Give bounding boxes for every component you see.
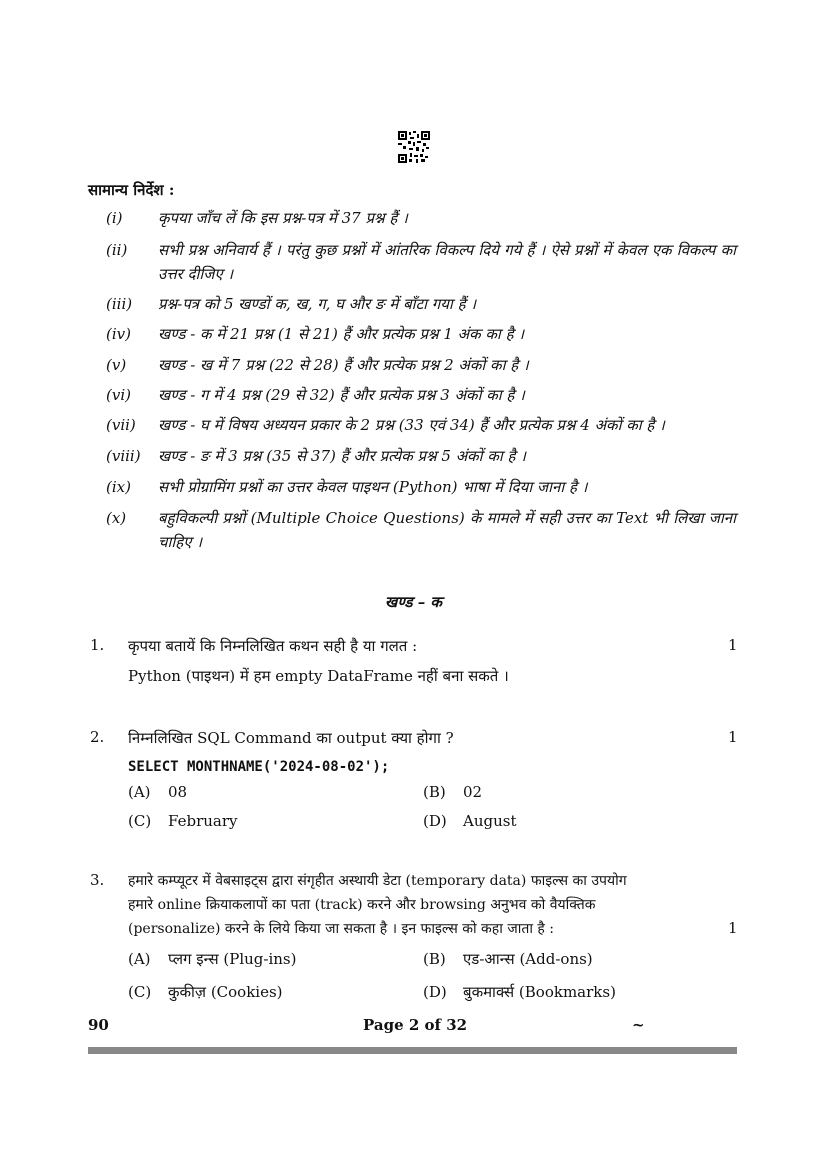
instruction-text: खण्ड - ग में 4 प्रश्न (29 से 32) हैं और प्रत्येक प्रश्न 3 अंकों का है । [158, 386, 525, 404]
instruction-number: (iv) [106, 325, 131, 343]
option-text: एड-आन्स (Add-ons) [463, 950, 593, 968]
page-number: Page 2 of 32 [363, 1016, 468, 1034]
instruction-text: खण्ड - क में 21 प्रश्न (1 से 21) हैं और प्रत्येक प्रश्न 1 अंक का है । [158, 325, 525, 343]
question-number: 1. [90, 636, 105, 654]
option-d [423, 812, 516, 830]
instruction-text: कृपया जाँच लें कि इस प्रश्न-पत्र में 37 प्रश्न हैं । [158, 209, 408, 227]
question-text-line: (personalize) करने के लिये किया जा सकता है । इन फाइल्स को कहा जाता है : [128, 921, 554, 937]
instruction-number: (iii) [106, 295, 133, 313]
footer-mark: ~ [632, 1016, 645, 1034]
option-text: कुकीज़ (Cookies) [168, 983, 283, 1001]
question-statement: Python (पाइथन) में हम empty DataFrame नहीं बना सकते । [128, 667, 509, 685]
option-text: बुकमार्क्स (Bookmarks) [463, 983, 616, 1001]
option-d [423, 982, 616, 1002]
instruction-number: (ii) [106, 241, 128, 259]
question-number: 2. [90, 728, 105, 746]
option-text: 02 [463, 783, 483, 801]
instruction-text: खण्ड - ख में 7 प्रश्न (22 से 28) हैं और प्रत्येक प्रश्न 2 अंकों का है । [158, 356, 529, 374]
general-instructions-heading: सामान्य निर्देश : [88, 181, 175, 199]
option-label: (A) [128, 783, 151, 801]
option-a [128, 949, 296, 969]
instruction-text: सभी प्रोग्रामिंग प्रश्नों का उत्तर केवल पाइथन (Python) भाषा में दिया जाना है । [158, 478, 588, 496]
option-c [128, 982, 283, 1002]
question-text: निम्नलिखित SQL Command का output क्या होगा ? [128, 729, 454, 747]
instruction-text: प्रश्न-पत्र को 5 खण्डों क, ख, ग, घ और ङ में बाँटा गया हैं । [158, 295, 477, 313]
option-label: (A) [128, 950, 151, 968]
instruction-number: (viii) [106, 447, 141, 465]
option-a [128, 783, 187, 801]
option-label: (B) [423, 783, 446, 801]
sql-command: SELECT MONTHNAME('2024-08-02'); [128, 759, 390, 775]
option-b [423, 783, 482, 801]
section-title: खण्ड – क [385, 593, 442, 611]
question-marks: 1 [728, 728, 738, 746]
option-b [423, 949, 593, 969]
option-c [128, 812, 238, 830]
instruction-text: खण्ड - घ में विषय अध्ययन प्रकार के 2 प्रश्न (33 एवं 34) हैं और प्रत्येक प्रश्न 4 अंकों का है । [158, 416, 665, 434]
option-label: (D) [423, 812, 447, 830]
option-label: (C) [128, 812, 152, 830]
option-label: (C) [128, 983, 152, 1001]
instruction-text: सभी प्रश्न अनिवार्य हैं । परंतु कुछ प्रश्नों में आंतरिक विकल्प दिये गये हैं । ऐसे प्रश्नों में केवल एक विकल्प का उत्तर दीजिए । [158, 241, 736, 283]
paper-code: 90 [88, 1016, 109, 1034]
question-text-line: हमारे online क्रियाकलापों का पता (track) करने और browsing अनुभव को वैयक्तिक [128, 897, 596, 913]
instruction-number: (ix) [106, 478, 131, 496]
question-marks: 1 [728, 636, 738, 654]
instruction-number: (vi) [106, 386, 131, 404]
instruction-number: (v) [106, 356, 127, 374]
option-label: (D) [423, 983, 447, 1001]
instruction-number: (vii) [106, 416, 136, 434]
qr-code-icon [398, 131, 430, 163]
instruction-text: खण्ड - ङ में 3 प्रश्न (35 से 37) हैं और प्रत्येक प्रश्न 5 अंकों का है । [158, 447, 526, 465]
question-number: 3. [90, 871, 105, 889]
option-text: February [168, 812, 238, 830]
question-text-line: हमारे कम्प्यूटर में वेबसाइट्स द्वारा संगृहीत अस्थायी डेटा (temporary data) फाइल्स का उपयोग [128, 873, 627, 889]
option-label: (B) [423, 950, 446, 968]
instruction-number: (x) [106, 509, 127, 527]
option-text: August [463, 812, 517, 830]
footer-rule [88, 1047, 737, 1054]
instruction-text: बहुविकल्पी प्रश्नों (Multiple Choice Questions) के मामले में सही उत्तर का Text भी लिखा जाना चाहिए । [158, 509, 736, 551]
question-marks: 1 [728, 919, 738, 937]
option-text: 08 [168, 783, 188, 801]
question-text: कृपया बतायें कि निम्नलिखित कथन सही है या गलत : [128, 637, 418, 655]
instruction-number: (i) [106, 209, 123, 227]
option-text: प्लग इन्स (Plug-ins) [168, 950, 297, 968]
